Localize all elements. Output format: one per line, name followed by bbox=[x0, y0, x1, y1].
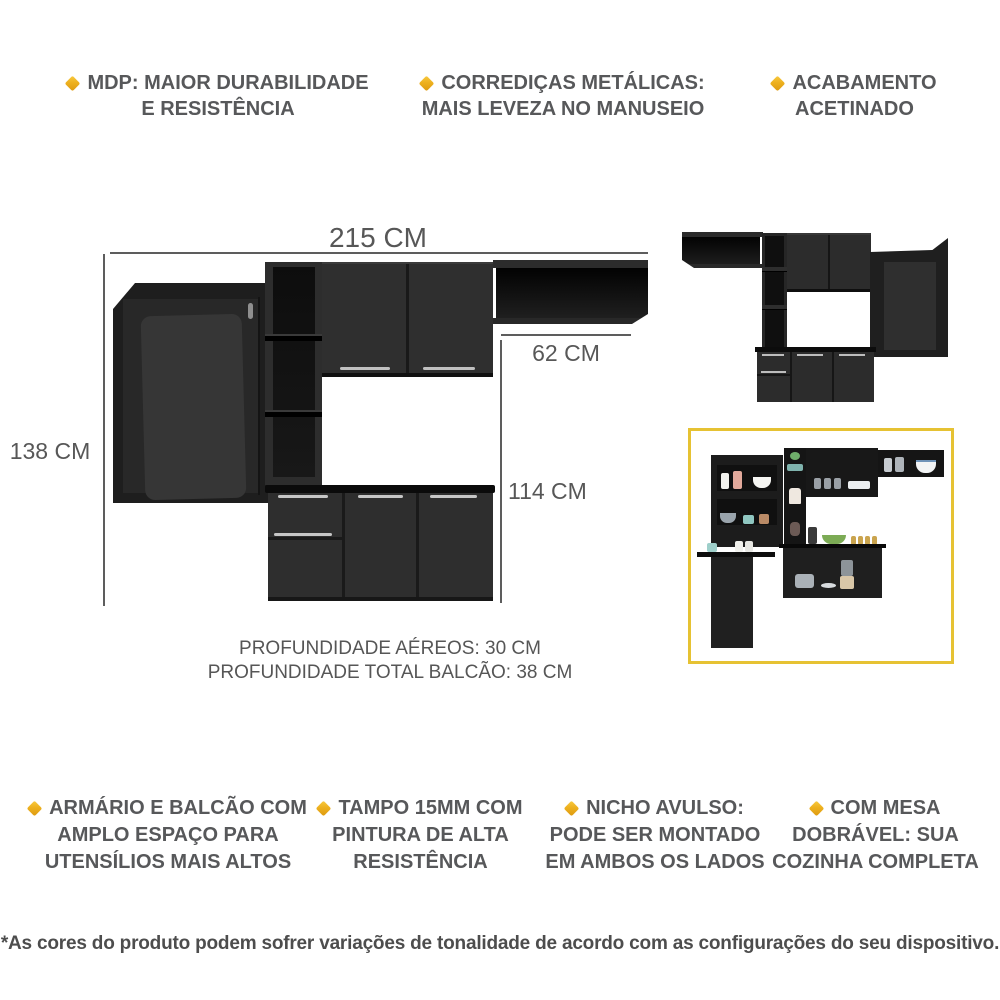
cup-teal bbox=[743, 515, 754, 524]
diamond-bullet-icon bbox=[808, 801, 824, 817]
pot bbox=[795, 574, 814, 588]
feature-text-line: ARMÁRIO E BALCÃO COM bbox=[49, 797, 307, 819]
shelf-divider bbox=[762, 305, 787, 310]
dimension-line-height bbox=[103, 254, 105, 606]
folded-table-top bbox=[141, 314, 247, 501]
canister bbox=[895, 457, 904, 472]
cabinet-edge bbox=[258, 297, 260, 495]
feature-nicho bbox=[540, 795, 770, 876]
feature-text-line: UTENSÍLIOS MAIS ALTOS bbox=[44, 851, 292, 873]
thumb-tall-cabinet bbox=[870, 238, 948, 357]
diamond-bullet-icon bbox=[770, 75, 786, 91]
diamond-bullet-icon bbox=[27, 801, 43, 817]
depth-note-line: PROFUNDIDADE AÉREOS: 30 CM bbox=[239, 638, 541, 659]
fruit-bowl bbox=[822, 535, 846, 544]
photo-shelf-column bbox=[784, 448, 806, 547]
feature-corredicas bbox=[398, 70, 728, 122]
shelf-divider bbox=[762, 267, 787, 272]
feature-tampo bbox=[308, 795, 533, 876]
depth-note bbox=[170, 637, 610, 685]
photo-wall-cabinet-open bbox=[806, 448, 878, 497]
door-handle bbox=[423, 367, 475, 370]
dimension-width-label: 215 CM bbox=[328, 222, 428, 253]
feature-text-line: PINTURA DE ALTA bbox=[332, 824, 509, 846]
feature-text-line: COM MESA bbox=[830, 797, 941, 819]
cup-gray bbox=[834, 478, 841, 489]
jar-pink bbox=[733, 471, 742, 489]
door-split bbox=[406, 264, 409, 377]
dimension-shelf-width-label: 62 CM bbox=[532, 340, 600, 366]
photo-right-shelf bbox=[878, 450, 944, 477]
lifestyle-photo-frame bbox=[688, 428, 954, 664]
drawer-handle bbox=[762, 354, 784, 356]
door-handle bbox=[430, 495, 477, 498]
feature-text-line: CORREDIÇAS METÁLICAS: bbox=[441, 72, 705, 94]
drawer-divider bbox=[757, 374, 790, 376]
feature-text-line: MDP: MAIOR DURABILIDADE bbox=[87, 72, 369, 94]
door-handle bbox=[797, 354, 823, 356]
cup-gray bbox=[824, 478, 831, 489]
dimension-line-shelf-width bbox=[501, 334, 631, 336]
feature-armario bbox=[18, 795, 318, 876]
dimension-line-base-height bbox=[500, 340, 502, 603]
shelf-divider bbox=[265, 334, 322, 341]
cabinet-bottom-edge bbox=[322, 373, 493, 377]
thumb-wall-cabinet bbox=[787, 233, 871, 292]
photo-hutch bbox=[711, 455, 783, 547]
thumb-shelf-column bbox=[762, 233, 787, 352]
plate bbox=[821, 583, 836, 588]
canister-white bbox=[735, 541, 743, 552]
base-countertop bbox=[265, 485, 495, 493]
drawer-divider bbox=[268, 537, 342, 540]
drawer-handle bbox=[278, 495, 328, 498]
feature-text-line: ACABAMENTO bbox=[792, 72, 937, 94]
open-wall-shelf bbox=[493, 260, 648, 324]
shelf-bottom-lip bbox=[493, 318, 648, 324]
feature-text-line: AMPLO ESPAÇO PARA bbox=[57, 824, 279, 846]
cabinet-bottom-edge bbox=[787, 289, 871, 292]
cabinet-door-panel bbox=[884, 262, 936, 350]
feature-acabamento bbox=[742, 70, 967, 122]
door-split bbox=[416, 493, 419, 601]
door-handle bbox=[358, 495, 403, 498]
dimension-base-height-label: 114 CM bbox=[508, 478, 587, 504]
blender-base bbox=[840, 576, 854, 589]
jug-white bbox=[789, 488, 801, 504]
shelf-cavity bbox=[496, 268, 648, 318]
drawer-handle bbox=[274, 533, 332, 536]
cabinet-bottom-edge bbox=[268, 597, 493, 601]
feature-mdp bbox=[28, 70, 408, 122]
door-split bbox=[828, 235, 830, 292]
door-split bbox=[790, 352, 792, 402]
open-shelf-column bbox=[265, 262, 322, 485]
thumb-open-shelf bbox=[682, 232, 763, 268]
door-split bbox=[832, 352, 834, 402]
diamond-bullet-icon bbox=[564, 801, 580, 817]
photo-fold-table-leg bbox=[711, 557, 753, 648]
shelf-divider bbox=[265, 410, 322, 417]
diamond-bullet-icon bbox=[65, 75, 81, 91]
feature-text-line: COZINHA COMPLETA bbox=[772, 851, 979, 873]
canister bbox=[884, 458, 892, 472]
thumb-base-cabinet bbox=[757, 352, 874, 402]
blender-jar bbox=[841, 560, 853, 576]
books bbox=[787, 464, 803, 471]
jar-white bbox=[721, 473, 729, 489]
door-split bbox=[342, 493, 345, 601]
feature-text-line: DOBRÁVEL: SUA bbox=[792, 824, 959, 846]
depth-note-line: PROFUNDIDADE TOTAL BALCÃO: 38 CM bbox=[207, 662, 573, 683]
shelf-cavity bbox=[765, 236, 784, 349]
feature-text-line: NICHO AVULSO: bbox=[586, 797, 744, 819]
door-handle bbox=[340, 367, 390, 370]
wall-cabinet-two-doors bbox=[322, 262, 493, 377]
base-cabinet bbox=[268, 493, 493, 601]
feature-text-line: ACETINADO bbox=[795, 98, 914, 120]
photo-base-cabinet-open bbox=[783, 548, 882, 598]
feature-text-line: EM AMBOS OS LADOS bbox=[545, 851, 765, 873]
dimension-height-label: 138 CM bbox=[9, 438, 91, 464]
shelf-bottom-lip bbox=[682, 264, 763, 268]
cup-gray bbox=[814, 478, 821, 489]
tall-cabinet-fold-table bbox=[113, 283, 268, 503]
feature-text-line: PODE SER MONTADO bbox=[549, 824, 761, 846]
bowl-blue-rim bbox=[916, 460, 936, 473]
utensil-holder bbox=[808, 527, 817, 544]
shelf-cavity bbox=[682, 237, 760, 264]
door-handle bbox=[839, 354, 865, 356]
shelf-top-panel bbox=[493, 260, 648, 268]
plate-stack bbox=[848, 481, 870, 489]
diamond-bullet-icon bbox=[419, 75, 435, 91]
feature-text-line: E RESISTÊNCIA bbox=[141, 98, 295, 120]
table-latch-handle bbox=[248, 303, 253, 319]
mug-teal bbox=[707, 543, 717, 552]
feature-text-line: MAIS LEVEZA NO MANUSEIO bbox=[421, 98, 705, 120]
canister-white bbox=[745, 541, 753, 552]
feature-text-line: TAMPO 15MM COM bbox=[338, 797, 523, 819]
feature-mesa bbox=[768, 795, 983, 876]
drawer-handle bbox=[761, 371, 786, 373]
candy-jar bbox=[790, 522, 800, 536]
feature-text-line: RESISTÊNCIA bbox=[353, 851, 488, 873]
color-disclaimer: *As cores do produto podem sofrer variações de tonalidade de acordo com as configurações do seu dispositivo. bbox=[0, 933, 1000, 954]
shelf-cavity bbox=[273, 267, 315, 477]
diamond-bullet-icon bbox=[316, 801, 332, 817]
plant bbox=[790, 452, 800, 460]
cup-brown bbox=[759, 514, 769, 524]
